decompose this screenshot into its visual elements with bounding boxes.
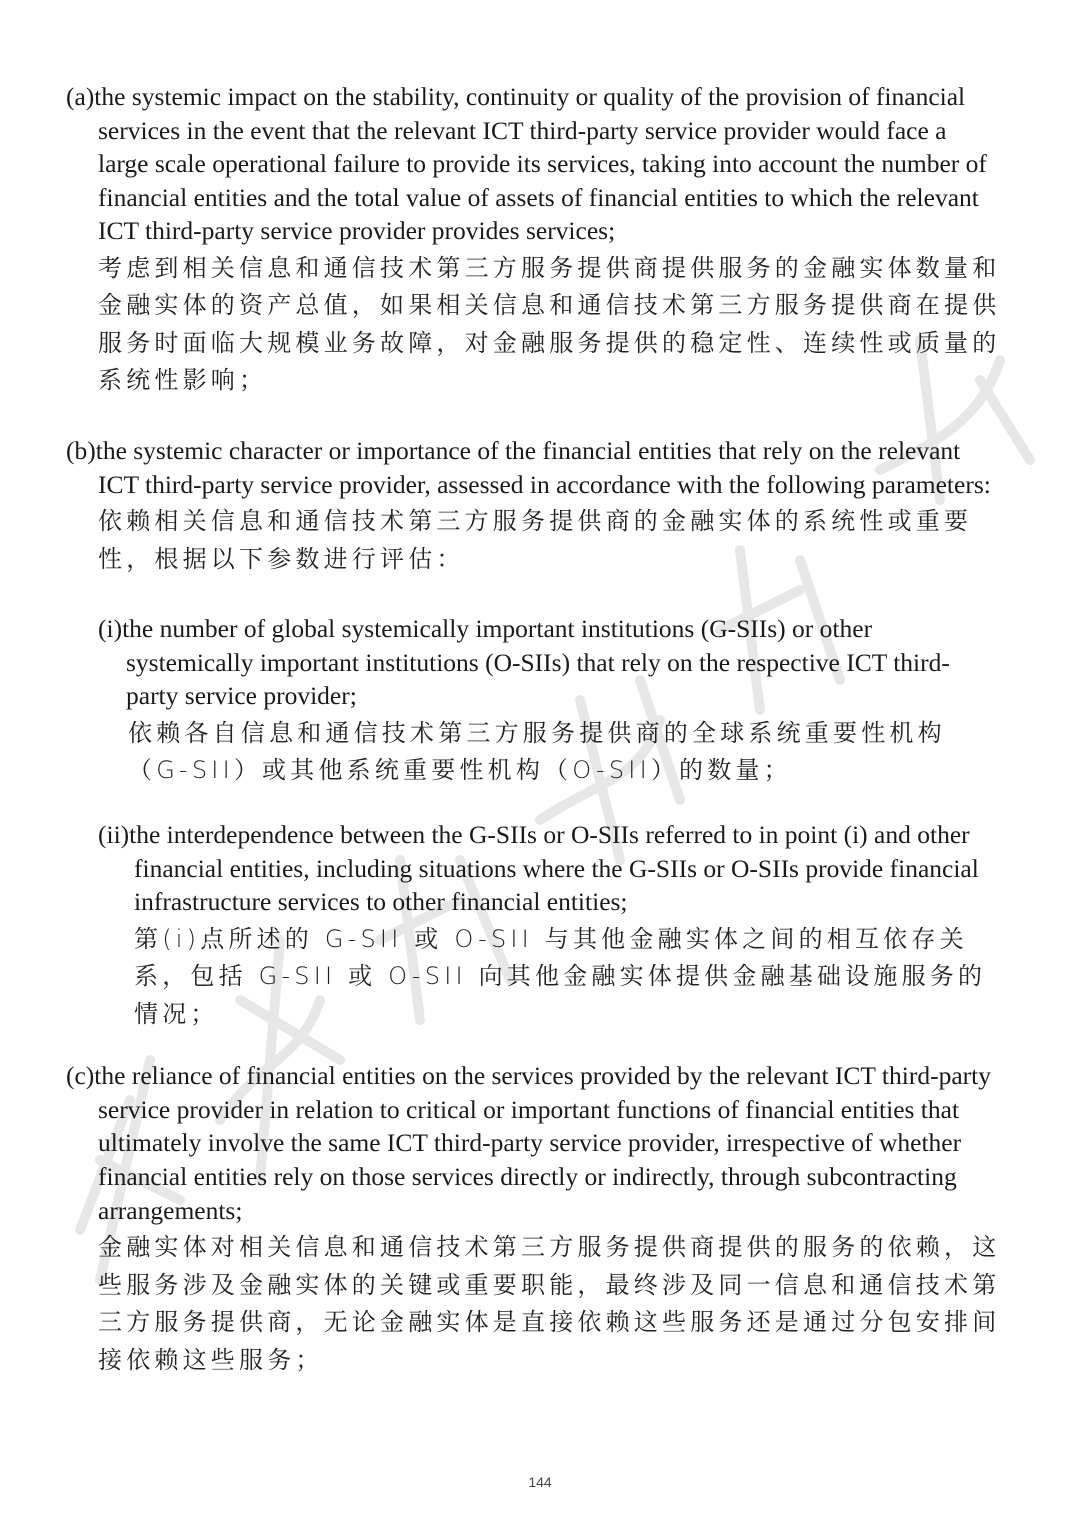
clause-a	[0, 80, 1080, 400]
clause-b-i-chinese: 依赖各自信息和通信技术第三方服务提供商的全球系统重要性机构（G-SII）或其他系统重要性机构（O-SII）的数量；	[128, 718, 946, 785]
clause-c	[0, 1059, 1080, 1379]
clause-b-i	[0, 612, 1080, 790]
clause-b-ii-chinese: 第(i)点所述的 G-SII 或 O-SII 与其他金融实体之间的相互依存关系，包括 G-SII 或 O-SII 向其他金融实体提供金融基础设施服务的情况；	[134, 924, 987, 1028]
clause-b-i-english: (i)the number of global systemically important institutions (G-SIIs) or other systemically important institutions (O-SIIs) that rely on the respective ICT third-party service provider;	[98, 614, 950, 711]
clause-a-chinese: 考虑到相关信息和通信技术第三方服务提供商提供服务的金融实体数量和金融实体的资产总值，如果相关信息和通信技术第三方服务提供商在提供服务时面临大规模业务故障，对金融服务提供的稳定性、连续性或质量的系统性影响；	[98, 253, 1001, 395]
clause-b-english: (b)the systemic character or importance of the financial entities that rely on the relevant ICT third-party service provider, assessed in accordance with the following parameters:	[66, 435, 991, 499]
page-number: 144	[528, 1474, 552, 1490]
clause-b	[0, 434, 1080, 578]
document-body	[0, 80, 1080, 1397]
clause-b-ii-english: (ii)the interdependence between the G-SIIs or O-SIIs referred to in point (i) and other financial entities, including situations where the G-SIIs or O-SIIs provide financial infrastructure services to other financial entities;	[98, 819, 979, 917]
clause-b-chinese: 依赖相关信息和通信技术第三方服务提供商的金融实体的系统性或重要性，根据以下参数进行评估：	[98, 507, 973, 573]
clause-c-english: (c)the reliance of financial entities on the services provided by the relevant ICT third-party service provider in relation to critical or important functions of financial entities that ultimately involve the same ICT third-party service provider, irrespective of whether financial entities rely on those services directly or indirectly, through subcontracting arrangements;	[66, 1061, 991, 1225]
clause-b-ii	[0, 818, 1080, 1033]
clause-a-english: (a)the systemic impact on the stability, continuity or quality of the provision of financial services in the event that the relevant ICT third-party service provider would face a large scale operational failure to provide its services, taking into account the number of financial entities and the total value of assets of financial entities to which the relevant ICT third-party service provider provides services;	[66, 82, 987, 246]
clause-c-chinese: 金融实体对相关信息和通信技术第三方服务提供商提供的服务的依赖，这些服务涉及金融实体的关键或重要职能，最终涉及同一信息和通信技术第三方服务提供商，无论金融实体是直接依赖这些服务还是通过分包安排间接依赖这些服务；	[98, 1233, 1001, 1374]
